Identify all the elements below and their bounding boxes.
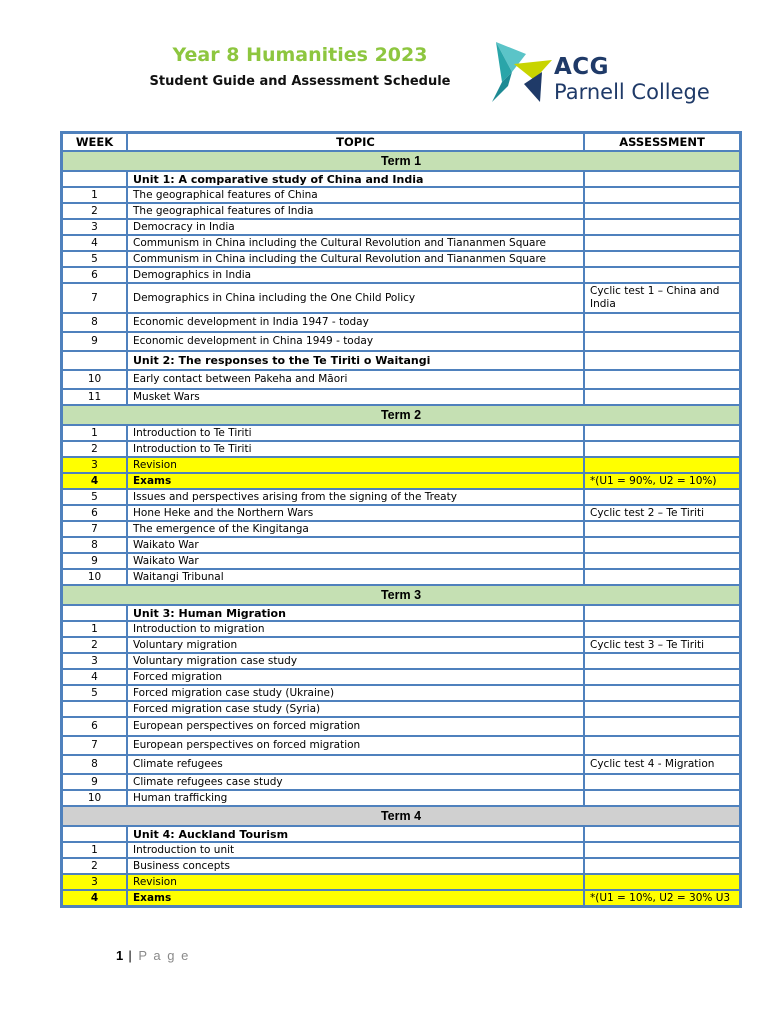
topic-cell: Communism in China including the Cultural Revolution and Tiananmen Square	[127, 251, 584, 267]
topic-cell: Forced migration case study (Ukraine)	[127, 685, 584, 701]
table-row	[62, 537, 740, 553]
table-row	[62, 890, 740, 906]
week-cell: 1	[62, 187, 127, 203]
week-cell: 1	[62, 621, 127, 637]
assessment-cell	[584, 874, 740, 890]
topic-cell: Waitangi Tribunal	[127, 569, 584, 585]
assessment-cell	[584, 790, 740, 806]
week-cell: 8	[62, 755, 127, 774]
table-row	[62, 569, 740, 585]
week-cell: 8	[62, 313, 127, 332]
week-cell: 6	[62, 267, 127, 283]
table-row	[62, 774, 740, 790]
assessment-cell	[584, 669, 740, 685]
assessment-cell: Cyclic test 4 - Migration	[584, 755, 740, 774]
table-row	[62, 370, 740, 389]
assessment-cell	[584, 858, 740, 874]
topic-cell: The geographical features of India	[127, 203, 584, 219]
table-row	[62, 553, 740, 569]
topic-cell: Waikato War	[127, 537, 584, 553]
assessment-cell: Cyclic test 3 – Te Tiriti	[584, 637, 740, 653]
topic-cell: Introduction to Te Tiriti	[127, 425, 584, 441]
assessment-cell: *(U1 = 10%, U2 = 30% U3	[584, 890, 740, 906]
week-cell: 9	[62, 774, 127, 790]
assessment-cell	[584, 537, 740, 553]
unit-heading-row	[62, 826, 740, 842]
assessment-cell	[584, 569, 740, 585]
unit-heading-row	[62, 605, 740, 621]
table-row	[62, 505, 740, 521]
week-cell: 7	[62, 736, 127, 755]
week-cell	[62, 605, 127, 621]
assessment-cell	[584, 370, 740, 389]
assessment-cell	[584, 313, 740, 332]
week-cell: 3	[62, 457, 127, 473]
assessment-cell	[584, 389, 740, 405]
week-cell	[62, 171, 127, 187]
week-cell: 2	[62, 203, 127, 219]
week-cell	[62, 826, 127, 842]
week-cell: 4	[62, 235, 127, 251]
topic-cell: Forced migration	[127, 669, 584, 685]
topic-cell: Communism in China including the Cultural Revolution and Tiananmen Square	[127, 235, 584, 251]
topic-cell: Democracy in India	[127, 219, 584, 235]
week-cell: 9	[62, 332, 127, 351]
table-row	[62, 203, 740, 219]
term-heading-row	[62, 405, 740, 425]
header-topic: TOPIC	[127, 133, 584, 151]
table-row	[62, 187, 740, 203]
table-row	[62, 790, 740, 806]
week-cell: 11	[62, 389, 127, 405]
week-cell: 7	[62, 521, 127, 537]
term-heading-row	[62, 585, 740, 605]
table-row	[62, 425, 740, 441]
week-cell	[62, 351, 127, 370]
table-row	[62, 441, 740, 457]
table-row	[62, 874, 740, 890]
table-row	[62, 717, 740, 736]
week-cell: 10	[62, 790, 127, 806]
table-row	[62, 621, 740, 637]
logo-text-parnell-college: Parnell College	[554, 80, 710, 104]
assessment-cell: Cyclic test 1 – China and India	[584, 283, 740, 313]
topic-cell: Unit 4: Auckland Tourism	[127, 826, 584, 842]
table-row	[62, 267, 740, 283]
page-footer	[116, 948, 190, 963]
table-row	[62, 653, 740, 669]
topic-cell: Demographics in China including the One Child Policy	[127, 283, 584, 313]
week-cell: 1	[62, 425, 127, 441]
table-row	[62, 521, 740, 537]
assessment-cell	[584, 235, 740, 251]
topic-cell: Hone Heke and the Northern Wars	[127, 505, 584, 521]
page-number: 1	[116, 948, 124, 963]
assessment-cell	[584, 842, 740, 858]
week-cell: 7	[62, 283, 127, 313]
assessment-cell	[584, 605, 740, 621]
assessment-cell	[584, 425, 740, 441]
term-heading: Term 4	[62, 806, 740, 826]
week-cell: 4	[62, 473, 127, 489]
topic-cell: The emergence of the Kingitanga	[127, 521, 584, 537]
week-cell: 2	[62, 441, 127, 457]
week-cell: 5	[62, 685, 127, 701]
table-row	[62, 685, 740, 701]
week-cell: 9	[62, 553, 127, 569]
page-label: P a g e	[138, 948, 190, 963]
assessment-cell	[584, 351, 740, 370]
term-heading: Term 3	[62, 585, 740, 605]
assessment-cell	[584, 701, 740, 717]
acg-parnell-college-logo	[490, 42, 740, 106]
term-heading: Term 2	[62, 405, 740, 425]
week-cell: 4	[62, 669, 127, 685]
topic-cell: The geographical features of China	[127, 187, 584, 203]
assessment-cell	[584, 521, 740, 537]
table-row	[62, 842, 740, 858]
assessment-cell	[584, 774, 740, 790]
week-cell: 3	[62, 874, 127, 890]
table-row	[62, 389, 740, 405]
table-row	[62, 283, 740, 313]
week-cell: 5	[62, 489, 127, 505]
table-row	[62, 332, 740, 351]
topic-cell: Early contact between Pakeha and Māori	[127, 370, 584, 389]
week-cell: 3	[62, 653, 127, 669]
week-cell: 2	[62, 637, 127, 653]
term-heading: Term 1	[62, 151, 740, 171]
week-cell: 10	[62, 569, 127, 585]
table-row	[62, 736, 740, 755]
acg-logo-mark-icon	[490, 42, 554, 106]
week-cell: 3	[62, 219, 127, 235]
table-row	[62, 313, 740, 332]
assessment-cell	[584, 489, 740, 505]
topic-cell: Economic development in China 1949 - today	[127, 332, 584, 351]
topic-cell: Unit 2: The responses to the Te Tiriti o Waitangi	[127, 351, 584, 370]
table-row	[62, 473, 740, 489]
table-row	[62, 755, 740, 774]
table-header-row	[62, 133, 740, 151]
assessment-cell	[584, 187, 740, 203]
week-cell: 6	[62, 717, 127, 736]
unit-heading-row	[62, 351, 740, 370]
topic-cell: European perspectives on forced migration	[127, 717, 584, 736]
table-row	[62, 235, 740, 251]
topic-cell: Revision	[127, 457, 584, 473]
term-heading-row	[62, 151, 740, 171]
week-cell: 4	[62, 890, 127, 906]
logo-text-acg: ACG	[554, 54, 610, 80]
assessment-cell: *(U1 = 90%, U2 = 10%)	[584, 473, 740, 489]
week-cell: 1	[62, 842, 127, 858]
topic-cell: Exams	[127, 473, 584, 489]
assessment-cell	[584, 267, 740, 283]
term-heading-row	[62, 806, 740, 826]
week-cell: 6	[62, 505, 127, 521]
document-title: Year 8 Humanities 2023	[172, 44, 428, 66]
assessment-cell	[584, 553, 740, 569]
assessment-schedule-table	[60, 131, 742, 908]
topic-cell: Introduction to Te Tiriti	[127, 441, 584, 457]
topic-cell: Issues and perspectives arising from the signing of the Treaty	[127, 489, 584, 505]
table-row	[62, 858, 740, 874]
week-cell: 2	[62, 858, 127, 874]
table-row	[62, 457, 740, 473]
topic-cell: Revision	[127, 874, 584, 890]
table-row	[62, 219, 740, 235]
assessment-cell	[584, 203, 740, 219]
assessment-cell	[584, 621, 740, 637]
table-row	[62, 637, 740, 653]
topic-cell: Demographics in India	[127, 267, 584, 283]
table-row	[62, 489, 740, 505]
topic-cell: Unit 1: A comparative study of China and India	[127, 171, 584, 187]
document-subtitle: Student Guide and Assessment Schedule	[149, 74, 451, 89]
week-cell: 10	[62, 370, 127, 389]
topic-cell: Climate refugees case study	[127, 774, 584, 790]
topic-cell: Introduction to migration	[127, 621, 584, 637]
topic-cell: Climate refugees	[127, 755, 584, 774]
assessment-cell	[584, 717, 740, 736]
assessment-cell	[584, 219, 740, 235]
header-week: WEEK	[62, 133, 127, 151]
topic-cell: Unit 3: Human Migration	[127, 605, 584, 621]
assessment-cell	[584, 251, 740, 267]
unit-heading-row	[62, 171, 740, 187]
assessment-cell	[584, 826, 740, 842]
week-cell: 5	[62, 251, 127, 267]
table-row	[62, 669, 740, 685]
topic-cell: Voluntary migration case study	[127, 653, 584, 669]
table-row	[62, 251, 740, 267]
assessment-cell	[584, 736, 740, 755]
week-cell: 8	[62, 537, 127, 553]
table-body	[62, 151, 740, 906]
assessment-cell	[584, 171, 740, 187]
topic-cell: Economic development in India 1947 - today	[127, 313, 584, 332]
assessment-cell	[584, 457, 740, 473]
assessment-cell	[584, 653, 740, 669]
topic-cell: Waikato War	[127, 553, 584, 569]
topic-cell: Business concepts	[127, 858, 584, 874]
table-row	[62, 701, 740, 717]
topic-cell: Human trafficking	[127, 790, 584, 806]
topic-cell: Exams	[127, 890, 584, 906]
assessment-cell	[584, 685, 740, 701]
topic-cell: Musket Wars	[127, 389, 584, 405]
assessment-cell	[584, 332, 740, 351]
header-assessment: ASSESSMENT	[584, 133, 740, 151]
topic-cell: Forced migration case study (Syria)	[127, 701, 584, 717]
assessment-cell	[584, 441, 740, 457]
topic-cell: Introduction to unit	[127, 842, 584, 858]
topic-cell: European perspectives on forced migration	[127, 736, 584, 755]
footer-separator: |	[123, 948, 139, 963]
topic-cell: Voluntary migration	[127, 637, 584, 653]
assessment-cell: Cyclic test 2 – Te Tiriti	[584, 505, 740, 521]
week-cell	[62, 701, 127, 717]
